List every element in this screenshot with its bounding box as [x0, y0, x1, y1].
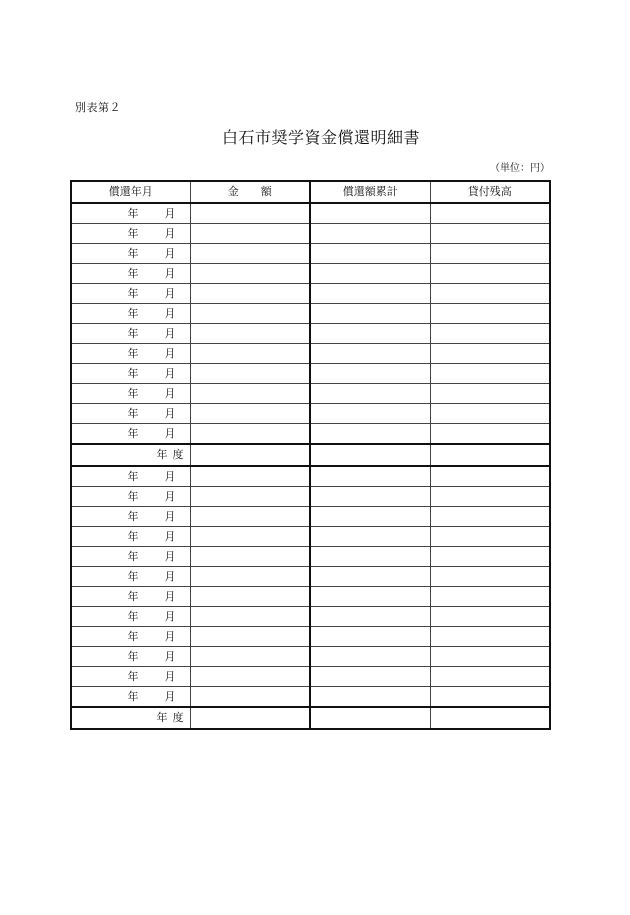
- cumulative-cell[interactable]: [310, 587, 430, 607]
- amount-cell[interactable]: [190, 507, 310, 527]
- year-label: 年: [127, 347, 139, 360]
- table-row: [71, 547, 550, 567]
- balance-cell[interactable]: [430, 487, 550, 507]
- month-label: 月: [164, 267, 176, 280]
- cumulative-cell[interactable]: [310, 527, 430, 547]
- year-month-cell[interactable]: [71, 324, 190, 344]
- balance-cell[interactable]: [430, 424, 550, 445]
- header-amount-char-b: 額: [260, 185, 272, 198]
- table-row: [71, 284, 550, 304]
- year-label: 年: [127, 367, 139, 380]
- amount-cell[interactable]: [190, 224, 310, 244]
- fiscal-year-cell[interactable]: [71, 707, 190, 729]
- year-label: 年: [127, 610, 139, 623]
- cumulative-cell[interactable]: [310, 487, 430, 507]
- year-month-cell[interactable]: [71, 547, 190, 567]
- balance-cell[interactable]: [430, 364, 550, 384]
- month-label: 月: [164, 287, 176, 300]
- table-row: [71, 344, 550, 364]
- year-label: 年: [127, 550, 139, 563]
- cumulative-cell[interactable]: [310, 707, 430, 729]
- balance-cell[interactable]: [430, 384, 550, 404]
- table-row: [71, 224, 550, 244]
- year-label: 年: [127, 327, 139, 340]
- year-label: 年: [127, 490, 139, 503]
- amount-cell[interactable]: [190, 587, 310, 607]
- year-month-cell[interactable]: [71, 647, 190, 667]
- cumulative-cell[interactable]: [310, 304, 430, 324]
- balance-cell[interactable]: [430, 567, 550, 587]
- table-row: [71, 487, 550, 507]
- table-row: [71, 324, 550, 344]
- month-label: 月: [164, 530, 176, 543]
- year-label: 年: [127, 690, 139, 703]
- header-balance: 貸付残高: [430, 181, 550, 203]
- year-month-cell[interactable]: [71, 567, 190, 587]
- table-row: [71, 567, 550, 587]
- cumulative-cell[interactable]: [310, 627, 430, 647]
- year-label: 年: [127, 227, 139, 240]
- balance-cell[interactable]: [430, 244, 550, 264]
- amount-cell[interactable]: [190, 627, 310, 647]
- year-label: 年: [127, 570, 139, 583]
- cumulative-cell[interactable]: [310, 687, 430, 708]
- table-header-row: [71, 181, 550, 203]
- cumulative-cell[interactable]: [310, 404, 430, 424]
- amount-cell[interactable]: [190, 324, 310, 344]
- year-label: 年: [127, 510, 139, 523]
- cumulative-cell[interactable]: [310, 284, 430, 304]
- table-row: [71, 527, 550, 547]
- month-label: 月: [164, 227, 176, 240]
- amount-cell[interactable]: [190, 707, 310, 729]
- balance-cell[interactable]: [430, 627, 550, 647]
- balance-cell[interactable]: [430, 507, 550, 527]
- month-label: 月: [164, 207, 176, 220]
- year-month-cell[interactable]: [71, 424, 190, 445]
- amount-cell[interactable]: [190, 567, 310, 587]
- cumulative-cell[interactable]: [310, 264, 430, 284]
- cumulative-cell[interactable]: [310, 224, 430, 244]
- year-month-cell[interactable]: [71, 404, 190, 424]
- amount-cell[interactable]: [190, 547, 310, 567]
- month-label: 月: [164, 610, 176, 623]
- amount-cell[interactable]: [190, 424, 310, 445]
- month-label: 月: [164, 347, 176, 360]
- cumulative-cell[interactable]: [310, 203, 430, 224]
- table-row: [71, 687, 550, 708]
- month-label: 月: [164, 630, 176, 643]
- cumulative-cell[interactable]: [310, 507, 430, 527]
- fiscal-year-suffix: 度: [172, 448, 184, 461]
- month-label: 月: [164, 387, 176, 400]
- year-month-cell[interactable]: [71, 384, 190, 404]
- month-label: 月: [164, 590, 176, 603]
- fiscal-year-row: [71, 707, 550, 729]
- balance-cell[interactable]: [430, 607, 550, 627]
- year-label: 年: [127, 470, 139, 483]
- amount-cell[interactable]: [190, 244, 310, 264]
- fiscal-year-label: 年: [156, 448, 168, 461]
- balance-cell[interactable]: [430, 527, 550, 547]
- year-label: 年: [127, 247, 139, 260]
- year-label: 年: [127, 387, 139, 400]
- balance-cell[interactable]: [430, 404, 550, 424]
- cumulative-cell[interactable]: [310, 466, 430, 487]
- fiscal-year-cell[interactable]: [71, 444, 190, 466]
- year-month-cell[interactable]: [71, 607, 190, 627]
- year-month-cell[interactable]: [71, 487, 190, 507]
- fiscal-year-label: 年: [156, 711, 168, 724]
- amount-cell[interactable]: [190, 304, 310, 324]
- month-label: 月: [164, 490, 176, 503]
- month-label: 月: [164, 307, 176, 320]
- balance-cell[interactable]: [430, 304, 550, 324]
- year-month-cell[interactable]: [71, 284, 190, 304]
- page-title: 白石市奨学資金償還明細書: [221, 128, 420, 147]
- month-label: 月: [164, 247, 176, 260]
- cumulative-cell[interactable]: [310, 424, 430, 445]
- cumulative-cell[interactable]: [310, 607, 430, 627]
- table-row: [71, 587, 550, 607]
- year-label: 年: [127, 530, 139, 543]
- repayment-table: [70, 180, 551, 730]
- table-row: [71, 627, 550, 647]
- year-label: 年: [127, 630, 139, 643]
- year-month-cell[interactable]: [71, 224, 190, 244]
- table-row: [71, 507, 550, 527]
- amount-cell[interactable]: [190, 667, 310, 687]
- balance-cell[interactable]: [430, 344, 550, 364]
- cumulative-cell[interactable]: [310, 647, 430, 667]
- balance-cell[interactable]: [430, 203, 550, 224]
- amount-cell[interactable]: [190, 203, 310, 224]
- balance-cell[interactable]: [430, 284, 550, 304]
- header-amount-char-a: 金: [227, 185, 239, 198]
- month-label: 月: [164, 407, 176, 420]
- year-month-cell[interactable]: [71, 244, 190, 264]
- amount-cell[interactable]: [190, 384, 310, 404]
- cumulative-cell[interactable]: [310, 444, 430, 466]
- year-month-cell[interactable]: [71, 264, 190, 284]
- amount-cell[interactable]: [190, 487, 310, 507]
- table-row: [71, 647, 550, 667]
- table-row: [71, 364, 550, 384]
- table-row: [71, 264, 550, 284]
- year-label: 年: [127, 590, 139, 603]
- balance-cell[interactable]: [430, 466, 550, 487]
- amount-cell[interactable]: [190, 344, 310, 364]
- year-label: 年: [127, 207, 139, 220]
- header-amount: [190, 181, 310, 203]
- page-label: 別表第２: [75, 101, 121, 114]
- balance-cell[interactable]: [430, 647, 550, 667]
- cumulative-cell[interactable]: [310, 667, 430, 687]
- table-row: [71, 404, 550, 424]
- table-row: [71, 607, 550, 627]
- table-row: [71, 466, 550, 487]
- cumulative-cell[interactable]: [310, 364, 430, 384]
- balance-cell[interactable]: [430, 324, 550, 344]
- year-label: 年: [127, 307, 139, 320]
- amount-cell[interactable]: [190, 364, 310, 384]
- balance-cell[interactable]: [430, 587, 550, 607]
- month-label: 月: [164, 650, 176, 663]
- year-month-cell[interactable]: [71, 507, 190, 527]
- header-cumulative: 償還額累計: [310, 181, 430, 203]
- fiscal-year-row: [71, 444, 550, 466]
- year-month-cell[interactable]: [71, 527, 190, 547]
- year-label: 年: [127, 427, 139, 440]
- amount-cell[interactable]: [190, 466, 310, 487]
- year-month-cell[interactable]: [71, 587, 190, 607]
- table-row: [71, 244, 550, 264]
- amount-cell[interactable]: [190, 284, 310, 304]
- year-label: 年: [127, 407, 139, 420]
- table-body: [71, 203, 550, 729]
- amount-cell[interactable]: [190, 404, 310, 424]
- unit-note: （単位：円）: [490, 163, 550, 174]
- balance-cell[interactable]: [430, 224, 550, 244]
- year-month-cell[interactable]: [71, 344, 190, 364]
- amount-cell[interactable]: [190, 607, 310, 627]
- amount-cell[interactable]: [190, 647, 310, 667]
- month-label: 月: [164, 327, 176, 340]
- balance-cell[interactable]: [430, 547, 550, 567]
- month-label: 月: [164, 427, 176, 440]
- month-label: 月: [164, 670, 176, 683]
- year-month-cell[interactable]: [71, 203, 190, 224]
- table-row: [71, 384, 550, 404]
- table-row: [71, 304, 550, 324]
- year-label: 年: [127, 267, 139, 280]
- balance-cell[interactable]: [430, 687, 550, 708]
- year-month-cell[interactable]: [71, 364, 190, 384]
- header-repayment-month: 償還年月: [71, 181, 190, 203]
- cumulative-cell[interactable]: [310, 547, 430, 567]
- cumulative-cell[interactable]: [310, 324, 430, 344]
- cumulative-cell[interactable]: [310, 344, 430, 364]
- amount-cell[interactable]: [190, 444, 310, 466]
- amount-cell[interactable]: [190, 527, 310, 547]
- month-label: 月: [164, 570, 176, 583]
- year-label: 年: [127, 650, 139, 663]
- month-label: 月: [164, 470, 176, 483]
- table-row: [71, 667, 550, 687]
- amount-cell[interactable]: [190, 264, 310, 284]
- year-month-cell[interactable]: [71, 304, 190, 324]
- balance-cell[interactable]: [430, 264, 550, 284]
- cumulative-cell[interactable]: [310, 567, 430, 587]
- month-label: 月: [164, 690, 176, 703]
- fiscal-year-suffix: 度: [172, 711, 184, 724]
- month-label: 月: [164, 367, 176, 380]
- balance-cell[interactable]: [430, 444, 550, 466]
- table-row: [71, 203, 550, 224]
- year-month-cell[interactable]: [71, 466, 190, 487]
- month-label: 月: [164, 550, 176, 563]
- year-month-cell[interactable]: [71, 627, 190, 647]
- year-month-cell[interactable]: [71, 667, 190, 687]
- balance-cell[interactable]: [430, 707, 550, 729]
- table-row: [71, 424, 550, 445]
- year-label: 年: [127, 287, 139, 300]
- cumulative-cell[interactable]: [310, 244, 430, 264]
- balance-cell[interactable]: [430, 667, 550, 687]
- year-label: 年: [127, 670, 139, 683]
- cumulative-cell[interactable]: [310, 384, 430, 404]
- amount-cell[interactable]: [190, 687, 310, 708]
- month-label: 月: [164, 510, 176, 523]
- year-month-cell[interactable]: [71, 687, 190, 708]
